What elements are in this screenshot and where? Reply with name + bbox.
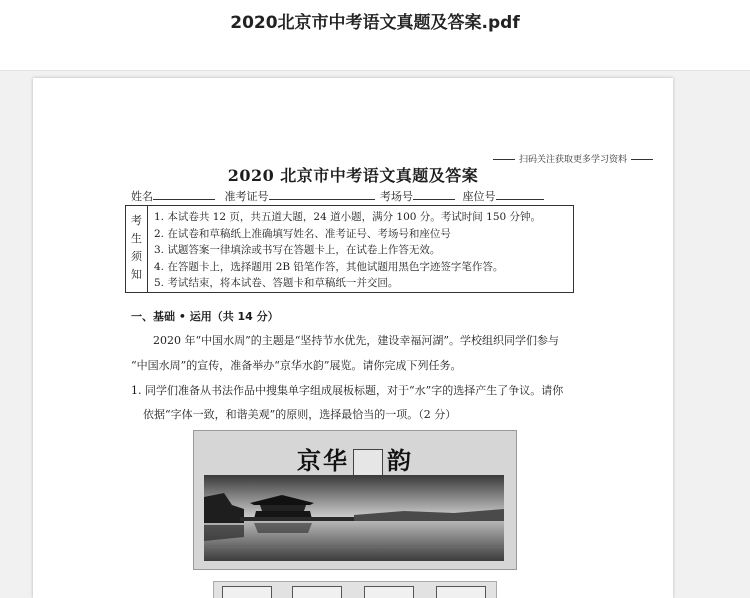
candidate-fields: [131, 188, 544, 204]
notice-side-char: 生: [131, 232, 142, 245]
notice-line: 3. 试题答案一律填涂或书写在答题卡上，在试卷上作答无效。: [154, 244, 441, 256]
dash-left: [493, 159, 515, 160]
banner-char: 韵: [387, 446, 413, 475]
banner-blank-box: [353, 449, 383, 477]
name-blank: [153, 189, 215, 200]
exam-id-blank: [269, 189, 375, 200]
intro-line-1: 2020 年“中国水周”的主题是“坚持节水优先，建设幸福河湖”。学校组织同学们参与: [153, 334, 559, 347]
banner-image: [193, 430, 517, 570]
exam-id-label: 准考证号: [224, 190, 269, 203]
notice-line: 1. 本试卷共 12 页，共五道大题，24 道小题，满分 100 分。考试时间 150 分钟。: [154, 211, 542, 223]
notice-side-label: [126, 206, 148, 292]
viewer-toolbar: [0, 0, 750, 71]
pdf-page[interactable]: [33, 78, 673, 598]
option-box[interactable]: [292, 586, 342, 598]
intro-line-2: “中国水周”的宣传，准备举办“京华水韵”展览。请你完成下列任务。: [131, 359, 462, 372]
exam-notice-box: [125, 205, 574, 293]
notice-lines: [154, 209, 541, 292]
notice-side-char: 知: [131, 268, 142, 281]
option-box[interactable]: [222, 586, 272, 598]
notice-line: 2. 在试卷和草稿纸上准确填写姓名、准考证号、考场号和座位号: [154, 227, 451, 240]
option-box[interactable]: [364, 586, 414, 598]
notice-line: 4. 在答题卡上，选择题用 2B 铅笔作答，其他试题用黑色字迹签字笔作答。: [154, 260, 504, 273]
seat-blank: [496, 189, 544, 200]
dash-right: [631, 159, 653, 160]
notice-line: 5. 考试结束，将本试卷、答题卡和草稿纸一并交回。: [154, 277, 399, 289]
seat-label: 座位号: [462, 190, 496, 203]
name-label: 姓名: [131, 190, 153, 203]
banner-title: [194, 441, 516, 477]
notice-side-char: 考: [131, 214, 142, 227]
palace-river-photo: [204, 475, 504, 561]
file-title: 2020北京市中考语文真题及答案.pdf: [230, 13, 520, 33]
banner-char: 华: [323, 446, 349, 475]
room-blank: [413, 189, 455, 200]
question-1-line-2: 依据“字体一致，和谐美观”的原则，选择最恰当的一项。（2 分）: [143, 408, 457, 421]
question-1-line-1: 1. 同学们准备从书法作品中搜集单字组成展板标题，对于“水”字的选择产生了争议。请你: [131, 384, 564, 397]
notice-side-char: 须: [131, 250, 142, 263]
doc-title: 2020 北京市中考语文真题及答案: [227, 166, 479, 185]
banner-char: 京: [297, 446, 323, 475]
qr-note-text: 扫码关注获取更多学习资料: [518, 155, 627, 165]
option-box[interactable]: [436, 586, 486, 598]
room-label: 考场号: [380, 190, 413, 203]
section-heading: 一、基础 • 运用（共 14 分）: [131, 310, 279, 323]
